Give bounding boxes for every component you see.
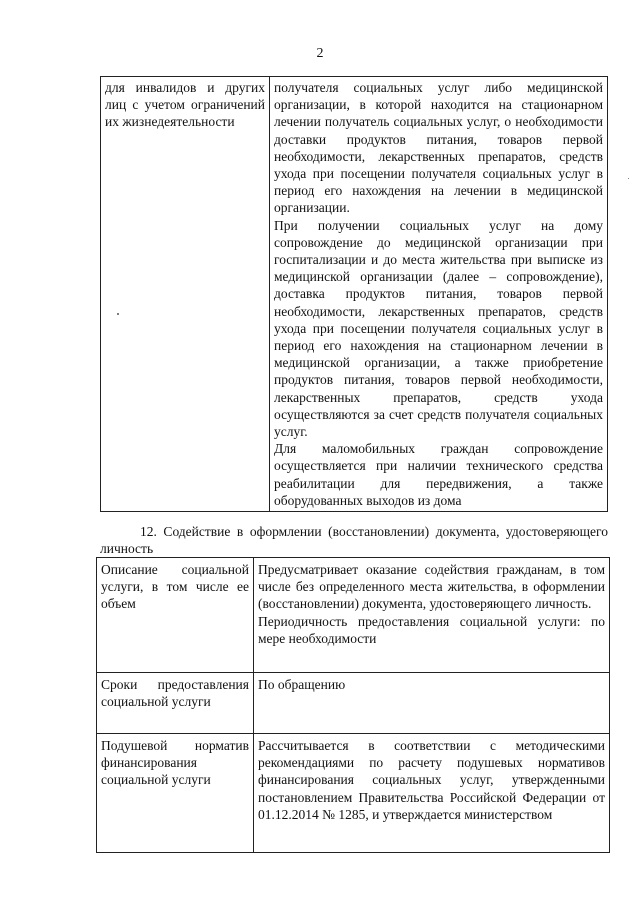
services-table-continued xyxy=(100,76,608,512)
table-cell-category: для инвалидов и других лиц с учетом ограничений их жизнедеятельности xyxy=(101,77,270,512)
paragraph: Для маломобильных граждан сопровождение осуществляется при наличии технического средства реабилитации для передвижения, а также оборудованных выходов из дома xyxy=(274,441,603,508)
page-number: 2 xyxy=(316,46,324,61)
scan-speck xyxy=(117,313,119,315)
row-label: Описание социальной услуги, в том числе ее объем xyxy=(97,558,254,673)
paragraph: Периодичность предоставления социальной услуги: по мере необходимости xyxy=(258,613,605,646)
table-row xyxy=(97,734,610,853)
table-row xyxy=(97,558,610,673)
paragraph: Предусматривает оказание содействия гражданам, в том числе без определенного места жительства, в оформлении (восстановлении) документа, удостоверяющего личность. xyxy=(258,562,605,612)
row-label: Подушевой норматив финансирования социальной услуги xyxy=(97,734,254,853)
scan-speck xyxy=(628,178,629,179)
paragraph: получателя социальных услуг либо медицинской организации, в которой находится на стационарном лечении получатель социальных услуг, о необходимости доставки продуктов питания, товаров первой необходимости, лекарственных препаратов, средств ухода при посещении получателя социальных услуг в период его нахождения на лечении в медицинской организации. xyxy=(274,80,603,216)
section-heading-text: 12. Содействие в оформлении (восстановлении) документа, удостоверяющего личность xyxy=(100,524,608,557)
service-12-table xyxy=(96,557,610,853)
row-label: Сроки предоставления социальной услуги xyxy=(97,673,254,734)
table-cell-description xyxy=(270,77,608,512)
row-value xyxy=(254,673,610,734)
row-value xyxy=(254,734,610,853)
paragraph: Рассчитывается в соответствии с методическими рекомендациями по расчету подушевых нормативов финансирования социальных услуг, утвержденными постановлением Правительства Российской Федерации от 01.12.2014 № 1285, и утверждается министерством xyxy=(258,738,605,822)
table-row xyxy=(101,77,608,512)
paragraph: При получении социальных услуг на дому сопровождение до медицинской организации при госпитализации и до места жительства при выписке из медицинской организации (далее – сопровождение), доставка продуктов питания, товаров первой необходимости, лекарственных препаратов, средств ухода при посещении получателя социальных услуг в период его нахождения на стационарном лечении в медицинской организации, а также приобретение продуктов питания, товаров первой необходимости, лекарственных препаратов, средств ухода осуществляются за счет средств получателя социальных услуг. xyxy=(274,217,603,440)
section-heading xyxy=(100,523,608,557)
table-row xyxy=(97,673,610,734)
paragraph: По обращению xyxy=(258,677,346,692)
row-value xyxy=(254,558,610,673)
